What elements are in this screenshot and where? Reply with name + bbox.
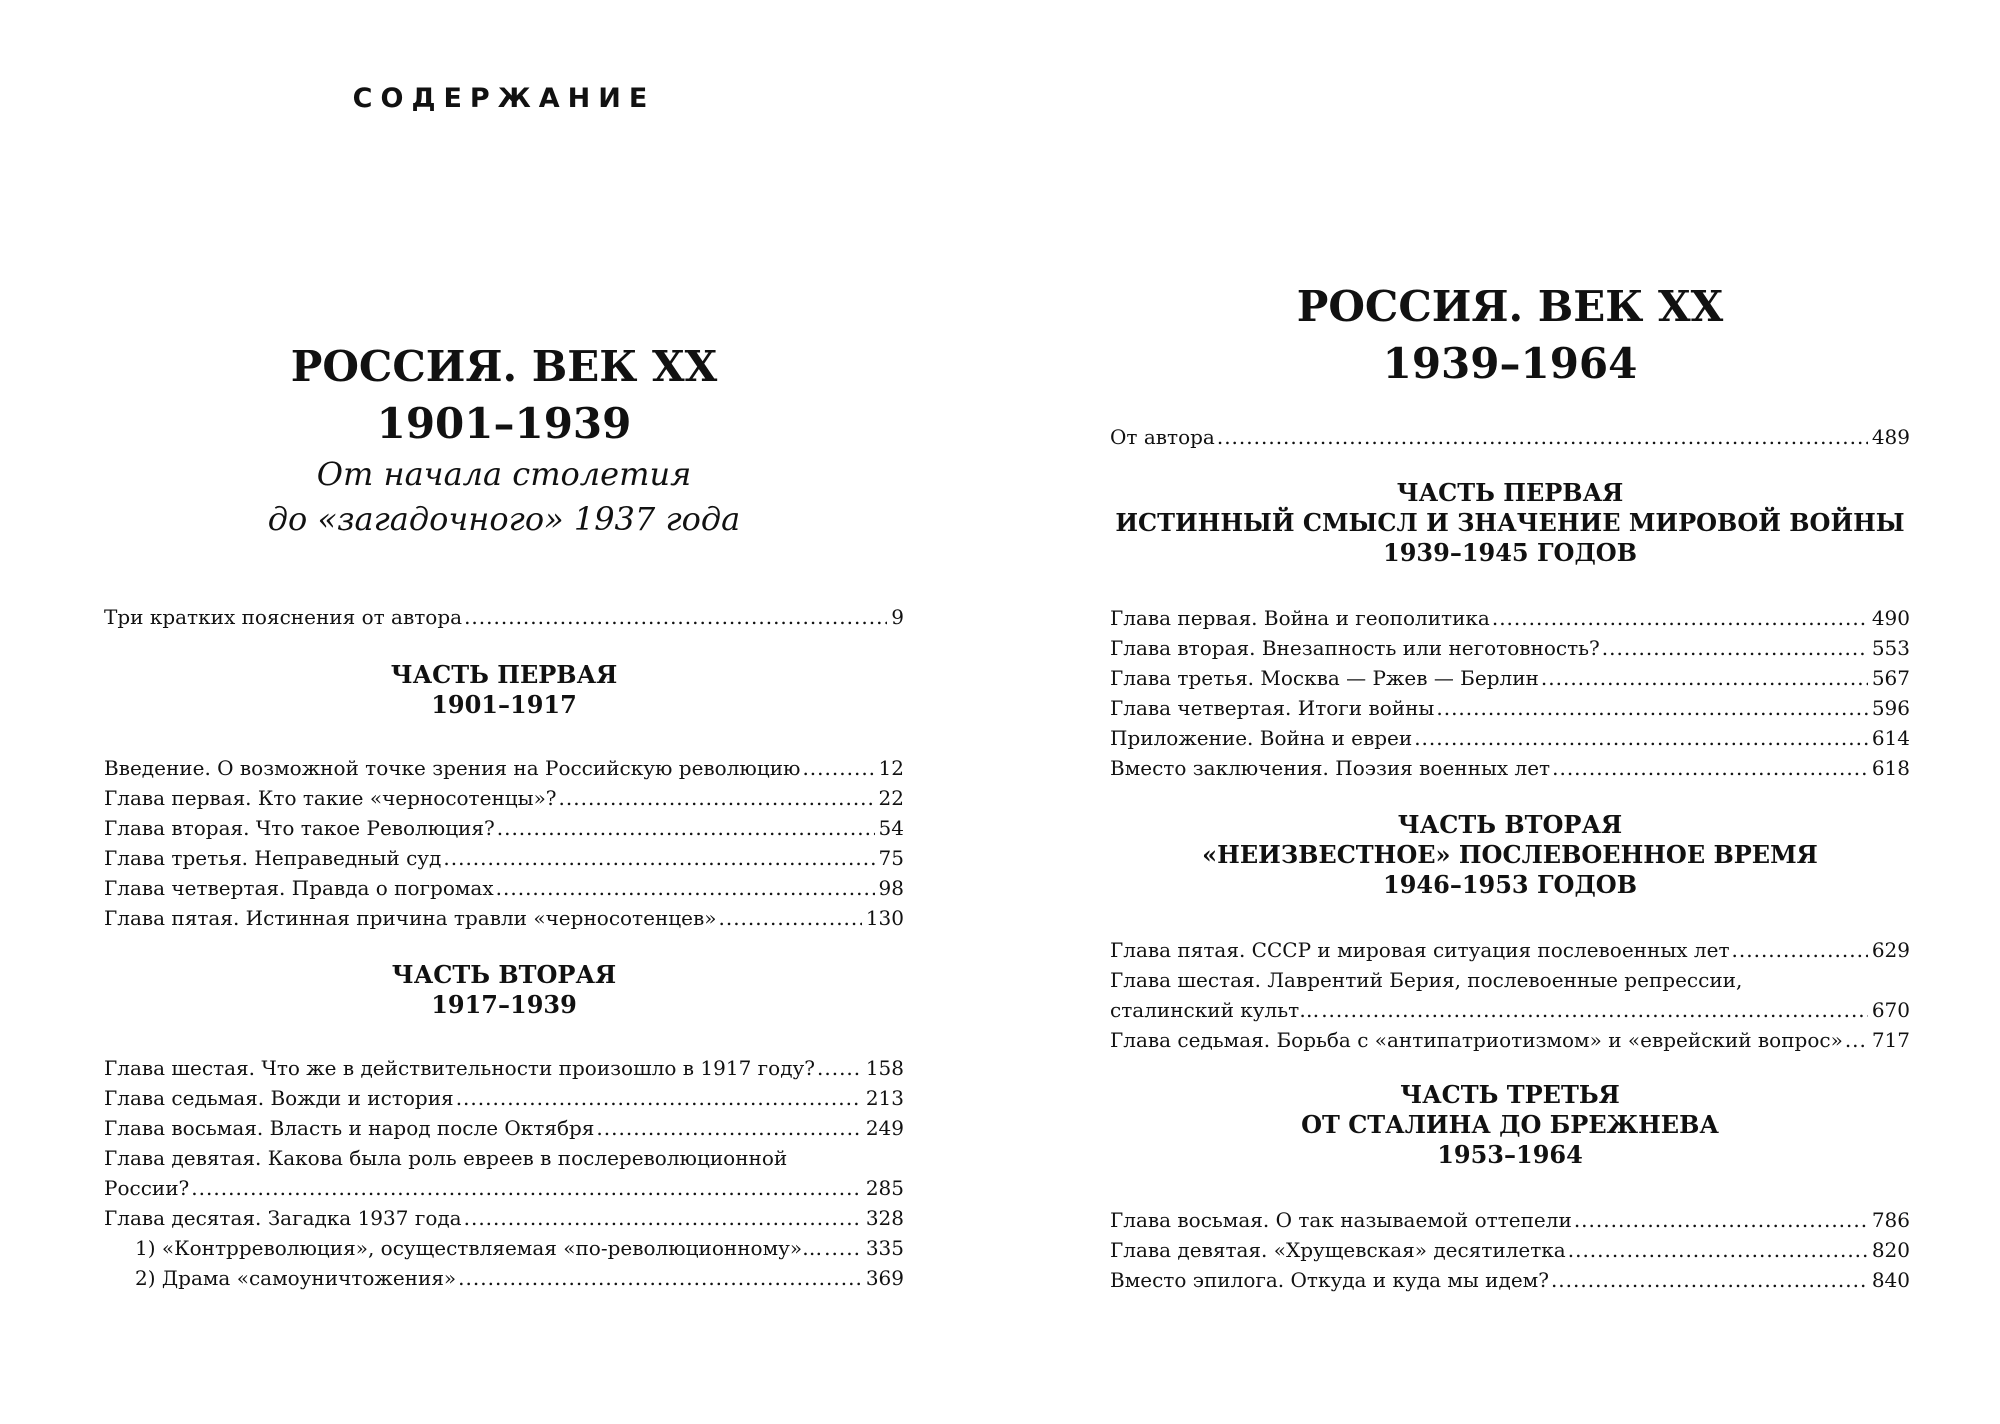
leader-dots: [1845, 1025, 1868, 1055]
toc-entry[interactable]: [1110, 723, 1910, 753]
toc-entry[interactable]: [1110, 1265, 1910, 1295]
toc-part1-list: [104, 753, 904, 933]
leader-dots: [1552, 753, 1868, 783]
leader-dots: [718, 903, 861, 933]
book-subtitle-line1: От начала столетия: [316, 455, 692, 493]
toc-entry-title: Глава третья. Москва — Ржев — Берлин: [1110, 666, 1539, 690]
toc-entry[interactable]: [104, 602, 904, 632]
book-title: РОССИЯ. ВЕК XX: [1296, 282, 1724, 331]
toc-entry-page: 328: [865, 1206, 904, 1230]
toc-entry-page: 9: [891, 605, 904, 629]
toc-part3-list: [1110, 1205, 1910, 1295]
book-subtitle-line2: до «загадочного» 1937 года: [267, 500, 741, 538]
toc-entry-title: Глава седьмая. Борьба с «антипатриотизмом» и «еврейский вопрос»: [1110, 1028, 1843, 1052]
toc-entry-title: Глава первая. Война и геополитика: [1110, 606, 1490, 630]
leader-dots: [1574, 1205, 1868, 1235]
toc-entry[interactable]: [104, 783, 904, 813]
toc-entry-page: 553: [1871, 636, 1910, 660]
part-years: 1917–1939: [431, 990, 577, 1019]
toc-entry-page: 285: [865, 1176, 904, 1200]
toc-entry-page: 335: [865, 1236, 904, 1260]
toc-entry-page: 249: [865, 1116, 904, 1140]
toc-intro: [1110, 422, 1910, 452]
toc-entry-title-line2: сталинский культ…: [1110, 998, 1320, 1022]
leader-dots: [1541, 663, 1868, 693]
leader-dots: [464, 602, 887, 632]
leader-dots: [1217, 422, 1868, 452]
toc-entry-page: 489: [1871, 425, 1910, 449]
toc-entry-page: 786: [1871, 1208, 1910, 1232]
toc-entry-title: Глава шестая. Что же в действительности произошло в 1917 году?: [104, 1056, 815, 1080]
part-heading: ЧАСТЬ ВТОРАЯ: [1397, 810, 1623, 839]
leader-dots: [1492, 603, 1868, 633]
leader-dots: [497, 813, 875, 843]
toc-entry-page: 158: [865, 1056, 904, 1080]
toc-entry-title: Приложение. Война и евреи: [1110, 726, 1413, 750]
toc-intro: [104, 602, 904, 632]
toc-entry[interactable]: [1110, 1025, 1910, 1055]
toc-entry-page: 75: [878, 846, 904, 870]
toc-entry-title: Глава вторая. Внезапность или неготовность?: [1110, 636, 1600, 660]
leader-dots: [559, 783, 875, 813]
leader-dots: [1551, 1265, 1868, 1295]
toc-entry-title: Глава восьмая. Власть и народ после Октября: [104, 1116, 595, 1140]
contents-heading: СОДЕРЖАНИЕ: [352, 83, 656, 114]
toc-entry-page: 54: [878, 816, 904, 840]
toc-entry-page: 12: [878, 756, 904, 780]
toc-entry-page: 820: [1871, 1238, 1910, 1262]
toc-entry[interactable]: [104, 1113, 904, 1143]
toc-entry-page: 717: [1871, 1028, 1910, 1052]
toc-entry-page: 618: [1871, 756, 1910, 780]
toc-entry-title: Введение. О возможной точке зрения на Российскую революцию: [104, 756, 801, 780]
toc-entry[interactable]: [104, 873, 904, 903]
toc-entry[interactable]: [1110, 753, 1910, 783]
toc-entry[interactable]: [1110, 422, 1910, 452]
part-years: 1953–1964: [1437, 1140, 1583, 1169]
toc-entry-title: Глава десятая. Загадка 1937 года: [104, 1206, 462, 1230]
part-heading: ЧАСТЬ ПЕРВАЯ: [390, 660, 618, 689]
toc-entry-multiline[interactable]: [1110, 965, 1910, 1025]
leader-dots: [456, 1083, 862, 1113]
leader-dots: [802, 753, 874, 783]
toc-entry[interactable]: [1110, 603, 1910, 633]
toc-entry[interactable]: [1110, 663, 1910, 693]
toc-entry-title: Глава вторая. Что такое Революция?: [104, 816, 495, 840]
toc-entry-title: Глава третья. Неправедный суд: [104, 846, 442, 870]
part-subtitle: «НЕИЗВЕСТНОЕ» ПОСЛЕВОЕННОЕ ВРЕМЯ: [1202, 840, 1818, 869]
toc-entry[interactable]: [104, 1083, 904, 1113]
toc-entry-page: 614: [1871, 726, 1910, 750]
toc-entry-title: Глава восьмая. О так называемой оттепели: [1110, 1208, 1572, 1232]
toc-entry[interactable]: [104, 813, 904, 843]
toc-entry[interactable]: [104, 843, 904, 873]
toc-entry[interactable]: [1110, 935, 1910, 965]
toc-entry-page: 130: [865, 906, 904, 930]
toc-entry-page: 22: [878, 786, 904, 810]
toc-entry-page: 490: [1871, 606, 1910, 630]
leader-dots: [1568, 1235, 1868, 1265]
part-subtitle: ИСТИННЫЙ СМЫСЛ И ЗНАЧЕНИЕ МИРОВОЙ ВОЙНЫ: [1115, 508, 1905, 537]
leader-dots: [443, 843, 874, 873]
leader-dots: [464, 1203, 862, 1233]
toc-entry-title: Вместо заключения. Поэзия военных лет: [1110, 756, 1551, 780]
part-years: 1946–1953 ГОДОВ: [1383, 870, 1637, 899]
toc-entry-page: 369: [865, 1266, 904, 1290]
toc-entry-page: 596: [1871, 696, 1910, 720]
toc-entry-title: Глава девятая. «Хрущевская» десятилетка: [1110, 1238, 1566, 1262]
toc-entry-page: 670: [1871, 998, 1910, 1022]
toc-entry[interactable]: [1110, 1205, 1910, 1235]
toc-entry-page: 213: [865, 1086, 904, 1110]
part-years: 1901–1917: [431, 690, 577, 719]
book-years: 1939–1964: [1382, 339, 1638, 388]
toc-entry-page: 567: [1871, 666, 1910, 690]
part-years: 1939–1945 ГОДОВ: [1383, 538, 1637, 567]
toc-entry[interactable]: [104, 1053, 904, 1083]
toc-entry-title: Глава четвертая. Правда о погромах: [104, 876, 494, 900]
toc-entry-title: Глава пятая. Истинная причина травли «черносотенцев»: [104, 906, 717, 930]
leader-dots: [824, 1233, 862, 1263]
part-heading: ЧАСТЬ ПЕРВАЯ: [1396, 478, 1624, 507]
toc-entry-title: Глава седьмая. Вожди и история: [104, 1086, 454, 1110]
toc-entry-title: Глава первая. Кто такие «черносотенцы»?: [104, 786, 557, 810]
toc-entry-multiline[interactable]: [104, 1143, 904, 1203]
toc-entry[interactable]: [104, 753, 904, 783]
toc-subentry[interactable]: [104, 1263, 904, 1293]
toc-entry-title: Глава четвертая. Итоги войны: [1110, 696, 1435, 720]
part-heading: ЧАСТЬ ТРЕТЬЯ: [1400, 1080, 1620, 1109]
leader-dots: [1436, 693, 1867, 723]
book-years: 1901–1939: [376, 399, 632, 448]
leader-dots: [1732, 935, 1868, 965]
toc-entry[interactable]: [104, 1203, 904, 1233]
leader-dots: [191, 1173, 862, 1203]
toc-subentry[interactable]: [104, 1233, 904, 1263]
toc-entry-page: 629: [1871, 938, 1910, 962]
leader-dots: [1321, 995, 1868, 1025]
leader-dots: [817, 1053, 862, 1083]
leader-dots: [458, 1263, 862, 1293]
toc-entry-title-line2: России?: [104, 1176, 190, 1200]
toc-part1-list: [1110, 603, 1910, 783]
leader-dots: [496, 873, 875, 903]
leader-dots: [1414, 723, 1868, 753]
toc-part2-list: [104, 1053, 904, 1293]
toc-part2-list: [1110, 935, 1910, 1055]
part-subtitle: ОТ СТАЛИНА ДО БРЕЖНЕВА: [1301, 1110, 1719, 1139]
toc-entry[interactable]: [1110, 633, 1910, 663]
toc-entry-title: Вместо эпилога. Откуда и куда мы идем?: [1110, 1268, 1549, 1292]
toc-entry-title: 2) Драма «самоуничтожения»: [135, 1266, 457, 1290]
toc-entry-page: 98: [878, 876, 904, 900]
leader-dots: [596, 1113, 861, 1143]
toc-entry[interactable]: [104, 903, 904, 933]
part-heading: ЧАСТЬ ВТОРАЯ: [391, 960, 617, 989]
book-title: РОССИЯ. ВЕК XX: [290, 342, 718, 391]
toc-entry-title-line1: Глава девятая. Какова была роль евреев в послереволюционной: [104, 1146, 788, 1170]
toc-entry-title: Глава пятая. СССР и мировая ситуация послевоенных лет: [1110, 938, 1730, 962]
toc-entry[interactable]: [1110, 693, 1910, 723]
leader-dots: [1602, 633, 1868, 663]
toc-entry-title: 1) «Контрреволюция», осуществляемая «по-революционному»…: [135, 1236, 823, 1260]
toc-entry[interactable]: [1110, 1235, 1910, 1265]
toc-entry-title-line1: Глава шестая. Лаврентий Берия, послевоенные репрессии,: [1110, 968, 1743, 992]
toc-entry-title: От автора: [1110, 425, 1215, 449]
toc-entry-title: Три кратких пояснения от автора: [104, 605, 463, 629]
toc-entry-page: 840: [1871, 1268, 1910, 1292]
